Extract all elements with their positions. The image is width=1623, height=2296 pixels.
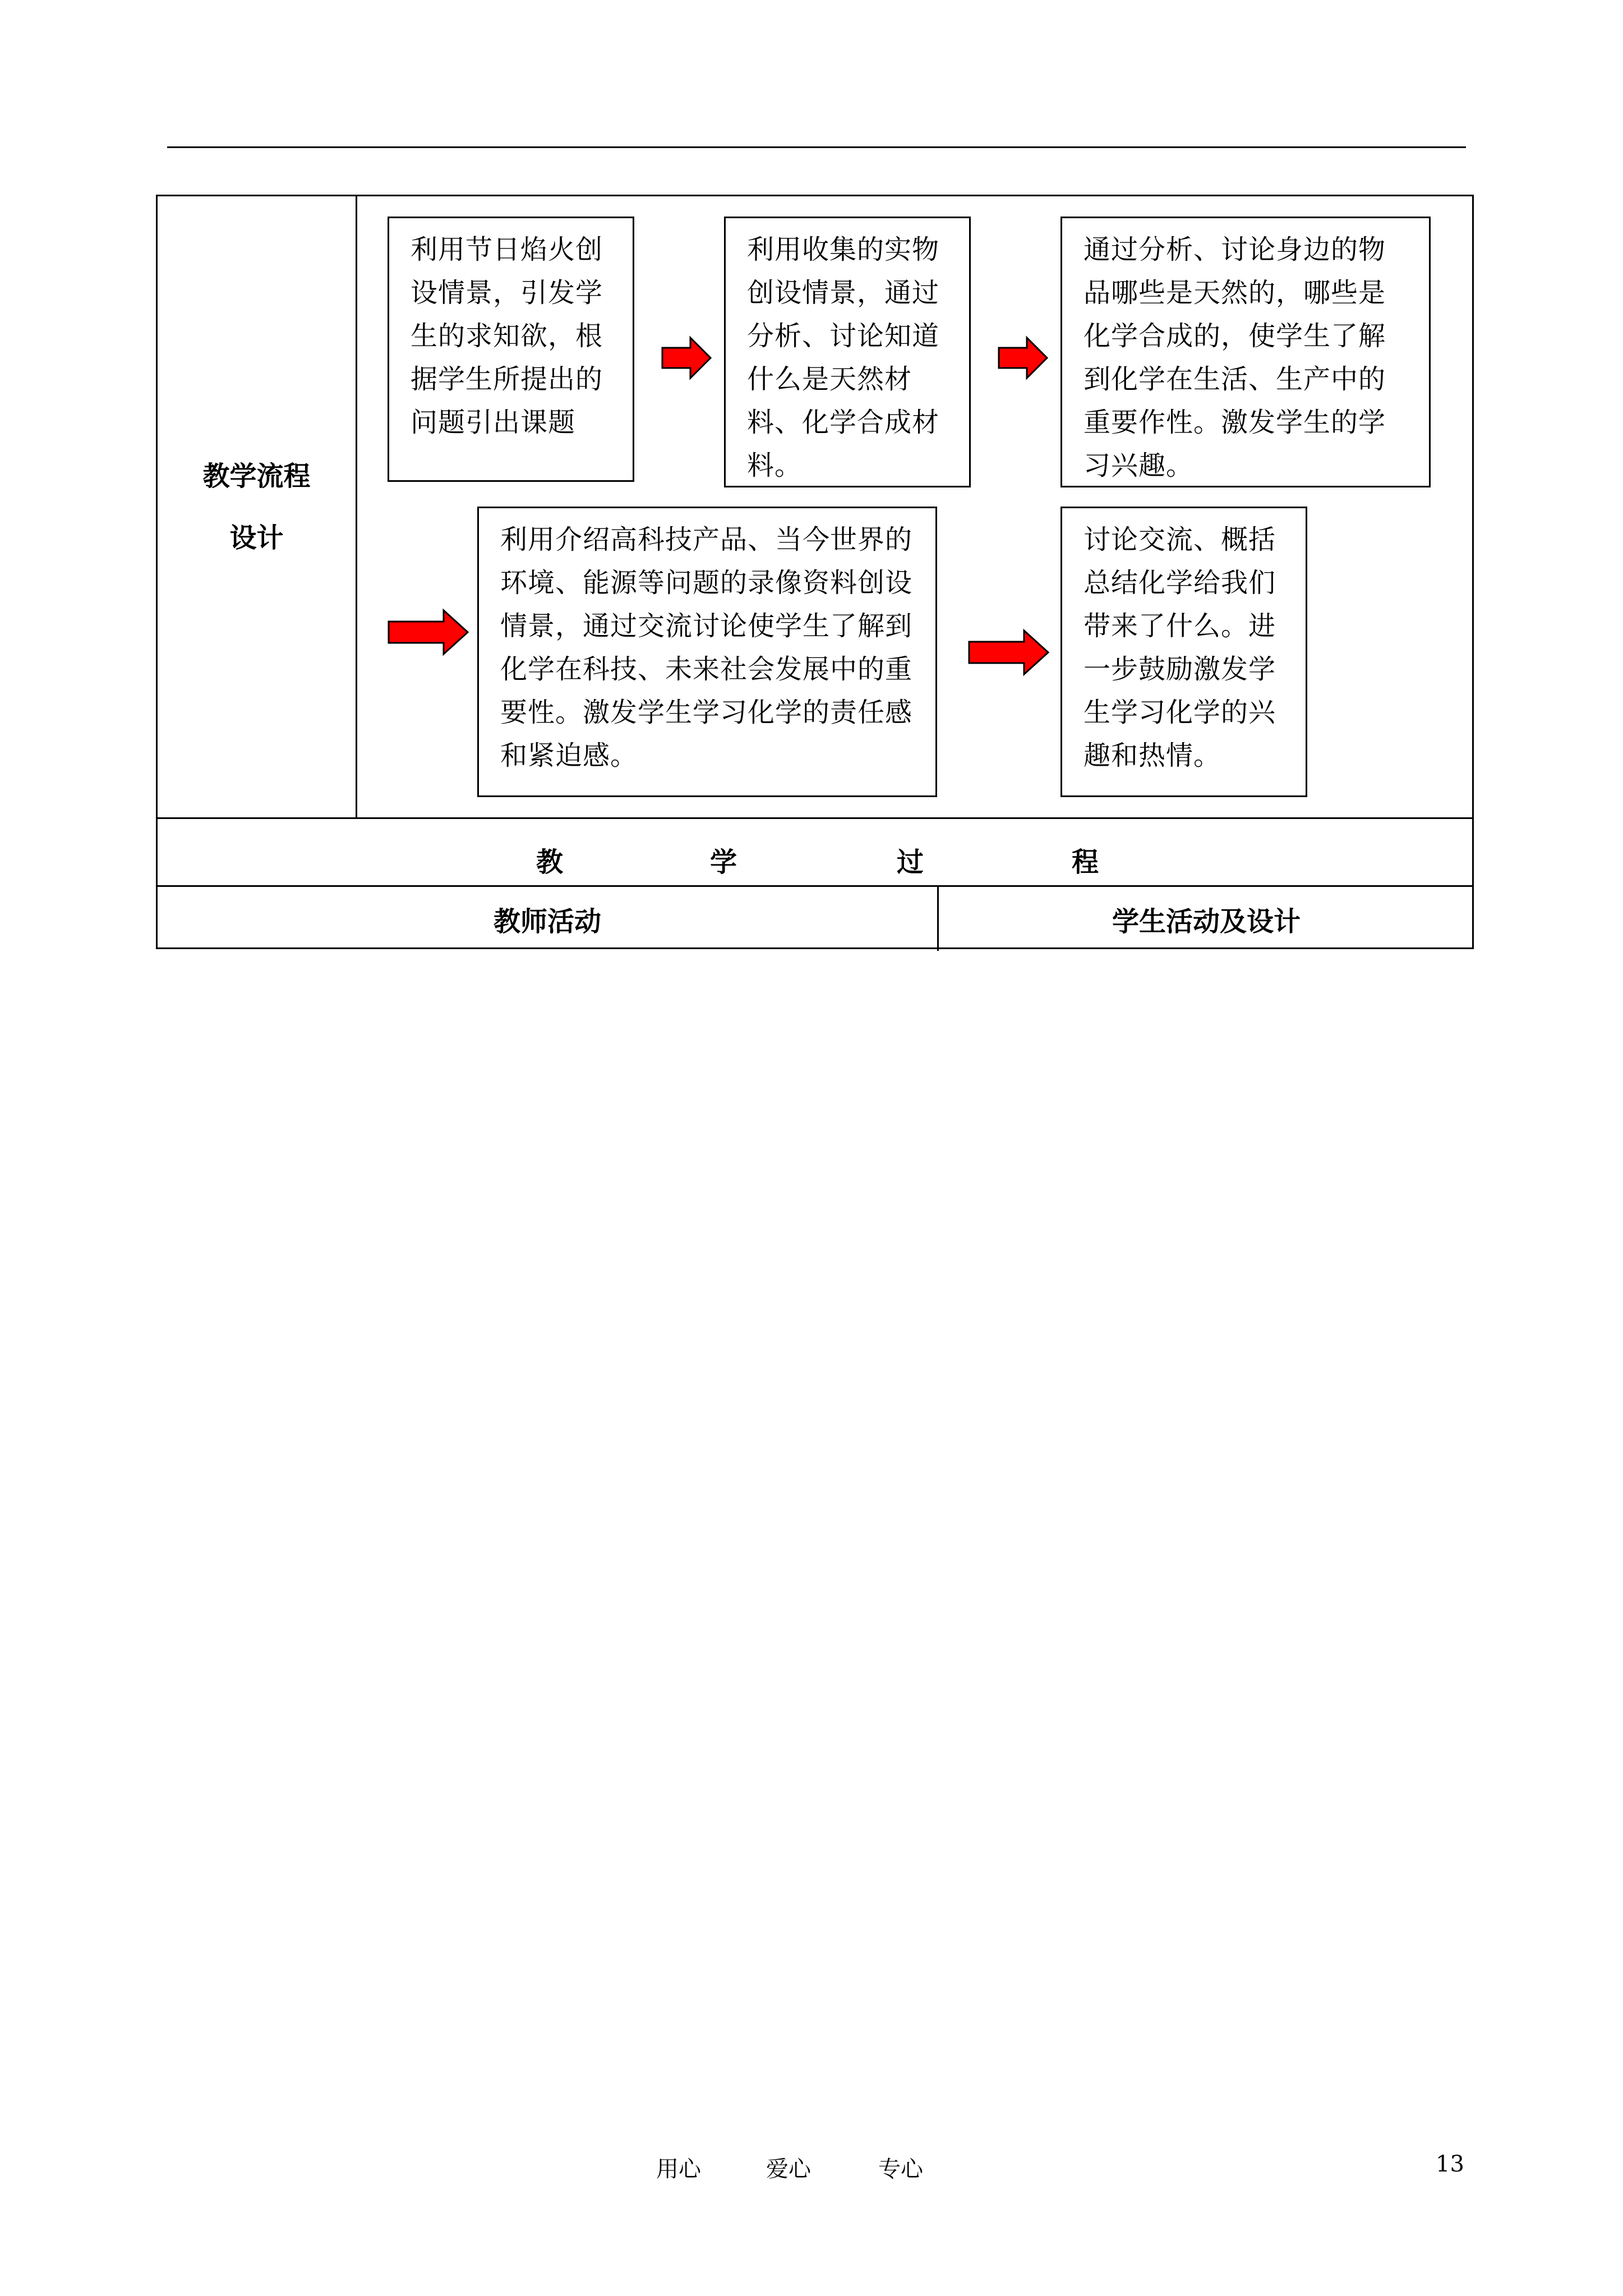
flow-step-2: 利用收集的实物创设情景，通过分析、讨论知道什么是天然材料、化学合成材料。 — [724, 217, 971, 487]
arrow-right-icon — [661, 335, 712, 380]
footer-motto-3: 专心 — [878, 2156, 923, 2182]
section-title-char-3: 过 — [897, 846, 924, 878]
row-label-line2: 设计 — [229, 522, 284, 554]
arrow-right-icon — [388, 608, 469, 656]
footer-motto-1: 用心 — [656, 2156, 701, 2182]
flow-step-1: 利用节日焰火创设情景，引发学生的求知欲，根据学生所提出的问题引出课题 — [388, 217, 634, 482]
flow-step-4: 利用介绍高科技产品、当今世界的环境、能源等问题的录像资料创设情景，通过交流讨论使学生了解到化学在科技、未来社会发展中的重要性。激发学生学习化学的责任感和紧迫感。 — [477, 507, 937, 797]
page-number: 13 — [1436, 2151, 1464, 2177]
label-column-divider — [356, 196, 357, 817]
arrow-right-icon — [998, 335, 1048, 380]
footer-motto-2: 爱心 — [766, 2156, 811, 2182]
column-header-student: 学生活动及设计 — [1112, 905, 1301, 937]
column-header-teacher: 教师活动 — [493, 905, 601, 937]
section-title-char-1: 教 — [536, 846, 564, 878]
flow-step-3: 通过分析、讨论身边的物品哪些是天然的，哪些是化学合成的，使学生了解到化学在生活、生产中的重要作性。激发学生的学习兴趣。 — [1061, 217, 1431, 487]
arrow-right-icon — [968, 628, 1049, 677]
header-rule — [167, 146, 1466, 148]
section-title-char-2: 学 — [710, 846, 737, 878]
row-label-line1: 教学流程 — [202, 460, 311, 492]
row-label-teaching-flow — [158, 196, 356, 817]
section-title-teaching-process — [158, 819, 1472, 885]
section-title-char-4: 程 — [1072, 846, 1099, 878]
flow-step-5: 讨论交流、概括总结化学给我们带来了什么。进一步鼓励激发学生学习化学的兴趣和热情。 — [1061, 507, 1307, 797]
lesson-design-table — [156, 195, 1474, 949]
